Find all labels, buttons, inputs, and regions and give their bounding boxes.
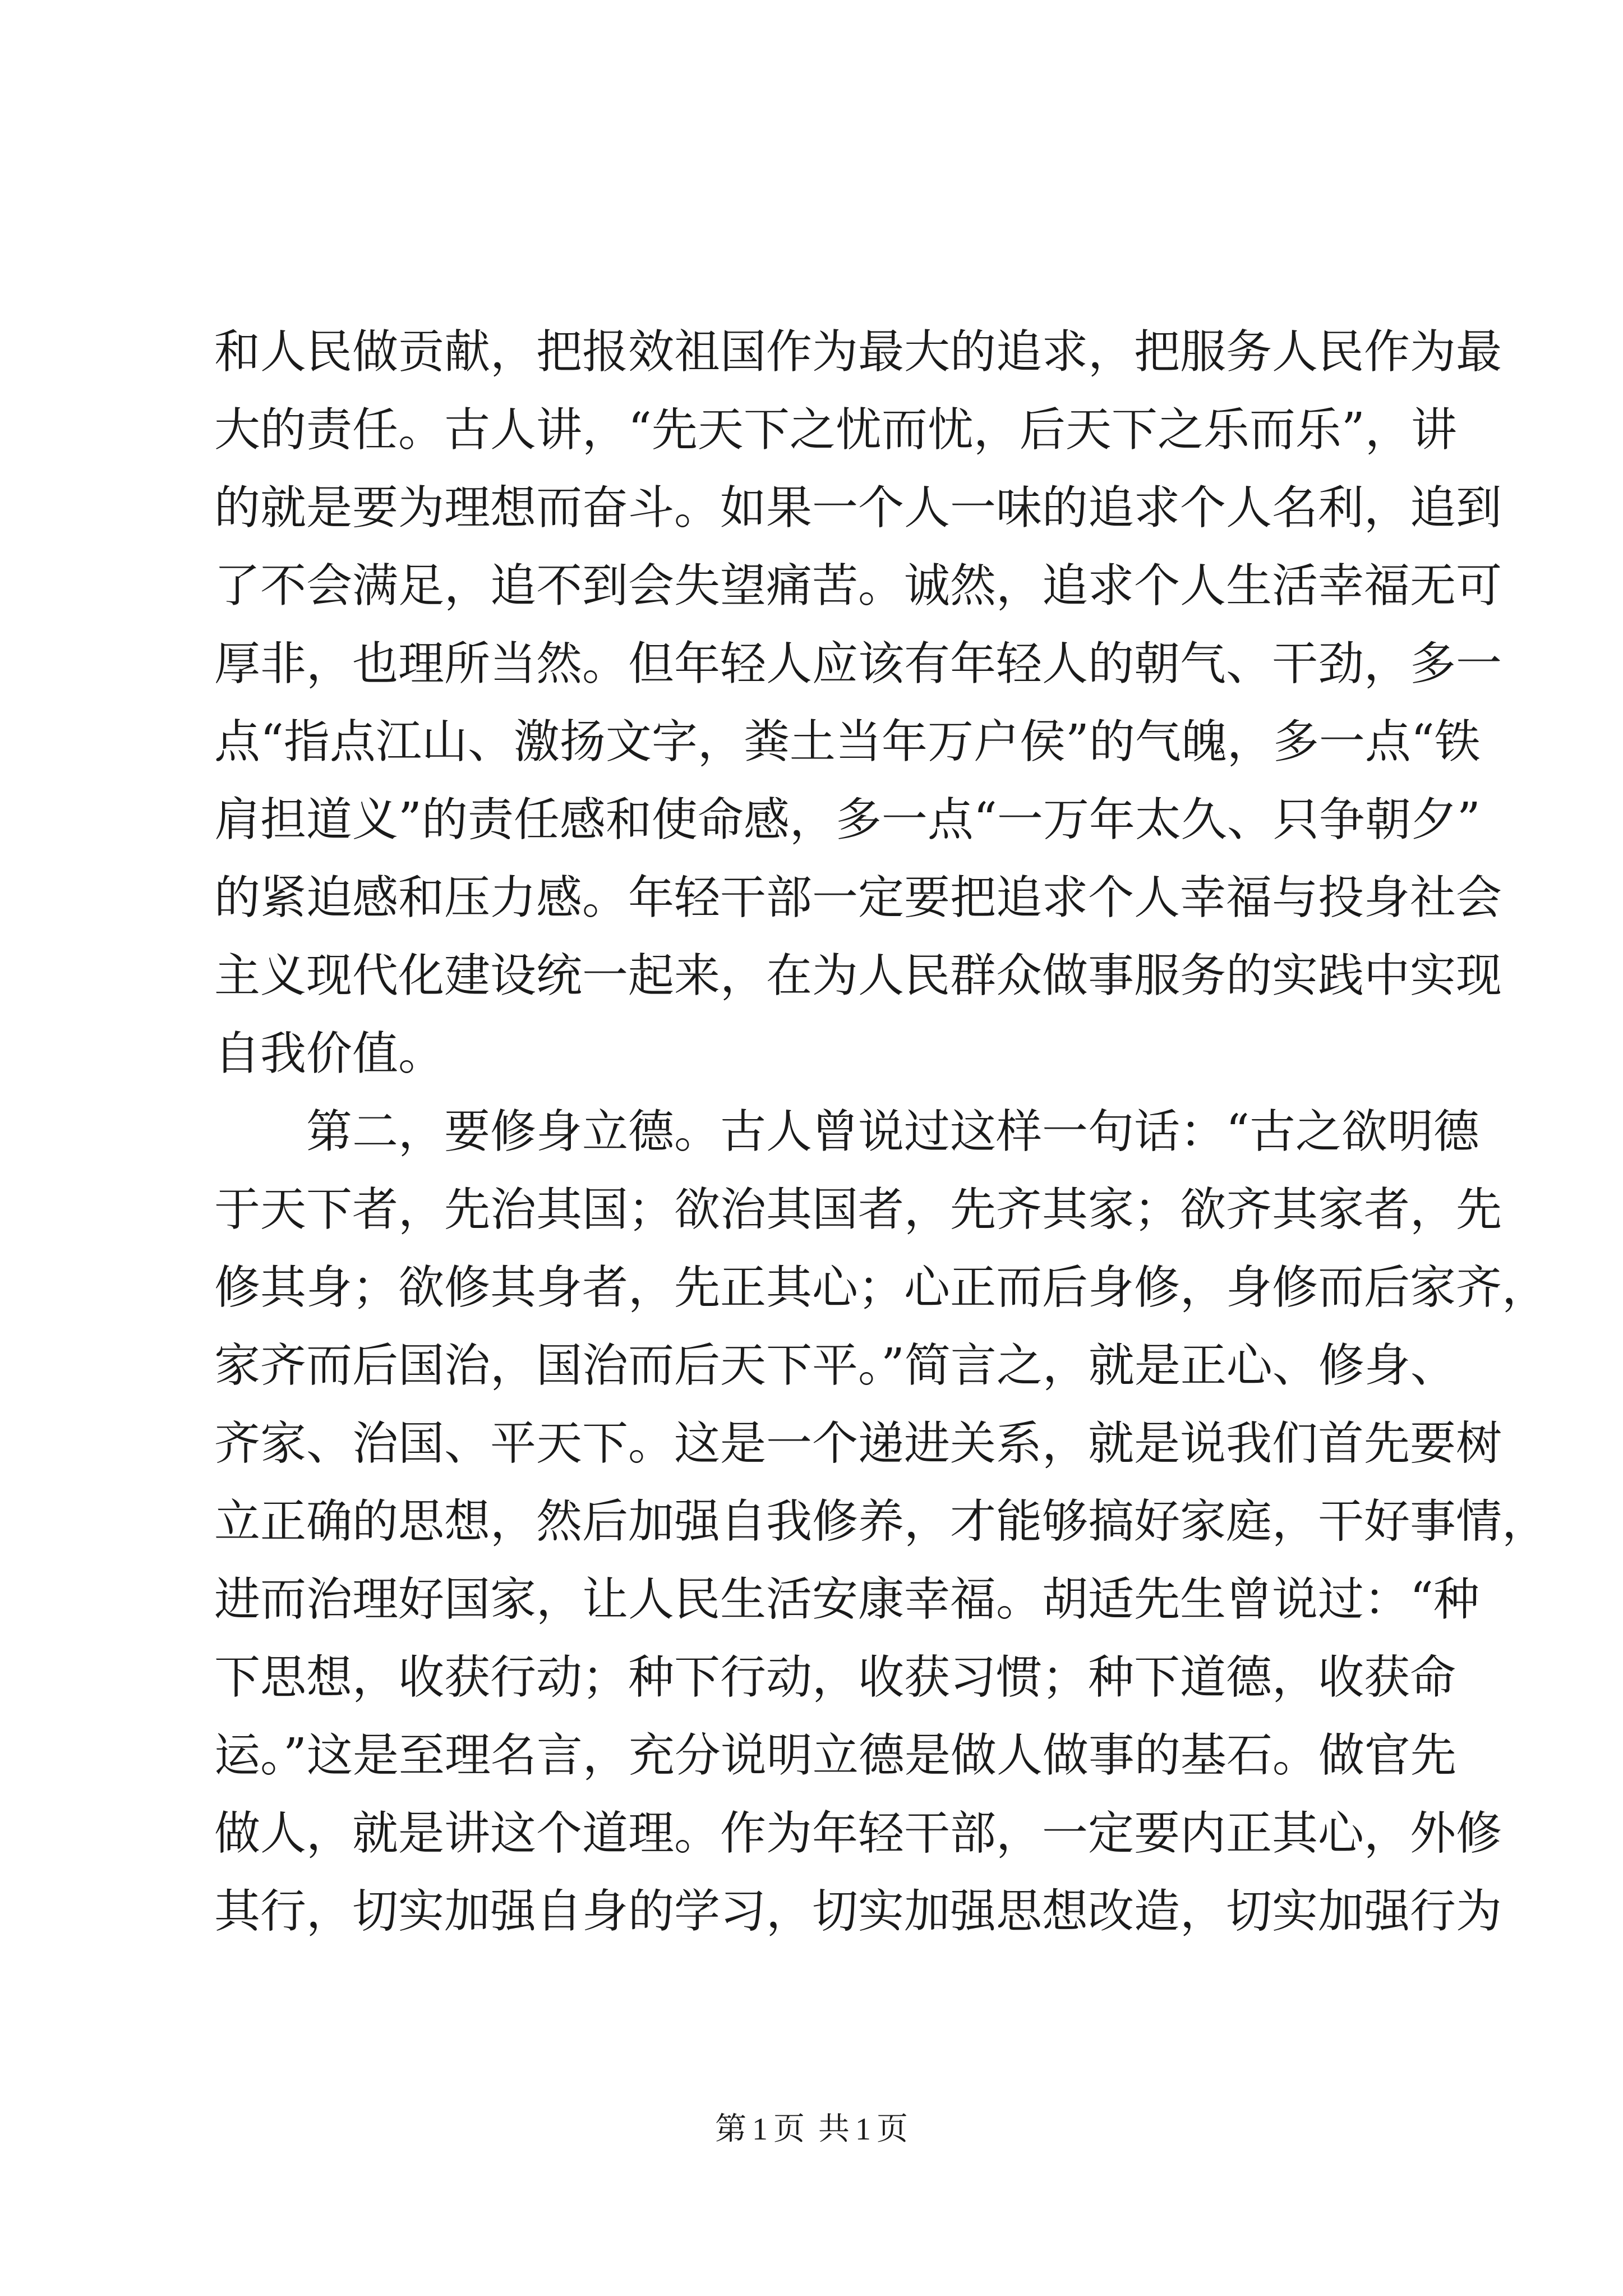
text-line: 的紧迫感和压力感。年轻干部一定要把追求个人幸福与投身社会 (214, 871, 1502, 924)
page-number: 1 (752, 2112, 768, 2147)
text-line: 家齐而后国治，国治而后天下平。”简言之，就是正心、修身、 (214, 1339, 1456, 1392)
text-line: 厚非，也理所当然。但年轻人应该有年轻人的朝气、干劲，多一 (214, 637, 1502, 691)
text-line: 于天下者，先治其国；欲治其国者，先齐其家；欲齐其家者，先 (214, 1183, 1502, 1236)
text-line: 的就是要为理想而奋斗。如果一个人一味的追求个人名利，追到 (214, 481, 1502, 535)
total-pages: 1 (855, 2112, 871, 2147)
text-line: 第二，要修身立德。古人曾说过这样一句话：“古之欲明德 (306, 1105, 1479, 1158)
text-line: 运。”这是至理名言，充分说明立德是做人做事的基石。做官先 (214, 1729, 1456, 1782)
text-line: 主义现代化建设统一起来，在为人民群众做事服务的实践中实现 (214, 949, 1502, 1002)
text-line: 点“指点江山、激扬文字，粪土当年万户侯”的气魄，多一点“铁 (214, 715, 1481, 769)
text-line: 了不会满足，追不到会失望痛苦。诚然，追求个人生活幸福无可 (214, 559, 1502, 613)
footer-prefix: 第 (715, 2111, 746, 2147)
text-line: 自我价值。 (214, 1027, 445, 1080)
text-line: 肩担道义”的责任感和使命感，多一点“一万年太久、只争朝夕” (214, 793, 1481, 846)
text-line: 其行，切实加强自身的学习，切实加强思想改造，切实加强行为 (214, 1885, 1502, 1938)
footer-total-prefix: 共 (818, 2111, 850, 2147)
text-line: 大的责任。古人讲，“先天下之忧而忧，后天下之乐而乐”，讲 (214, 403, 1457, 457)
text-line: 修其身；欲修其身者，先正其心；心正而后身修，身修而后家齐， (214, 1261, 1548, 1314)
text-line: 齐家、治国、平天下。这是一个递进关系，就是说我们首先要树 (214, 1417, 1502, 1470)
text-line: 和人民做贡献，把报效祖国作为最大的追求，把服务人民作为最 (214, 325, 1502, 379)
text-line: 做人，就是讲这个道理。作为年轻干部，一定要内正其心，外修 (214, 1807, 1502, 1860)
text-line: 下思想，收获行动；种下行动，收获习惯；种下道德，收获命 (214, 1651, 1456, 1704)
text-line: 进而治理好国家，让人民生活安康幸福。胡适先生曾说过：“种 (214, 1573, 1479, 1626)
page-footer (0, 2107, 1623, 2152)
footer-page-unit: 页 (773, 2111, 805, 2147)
text-line: 立正确的思想，然后加强自我修养，才能够搞好家庭，干好事情， (214, 1495, 1548, 1548)
footer-total-unit: 页 (877, 2111, 908, 2147)
